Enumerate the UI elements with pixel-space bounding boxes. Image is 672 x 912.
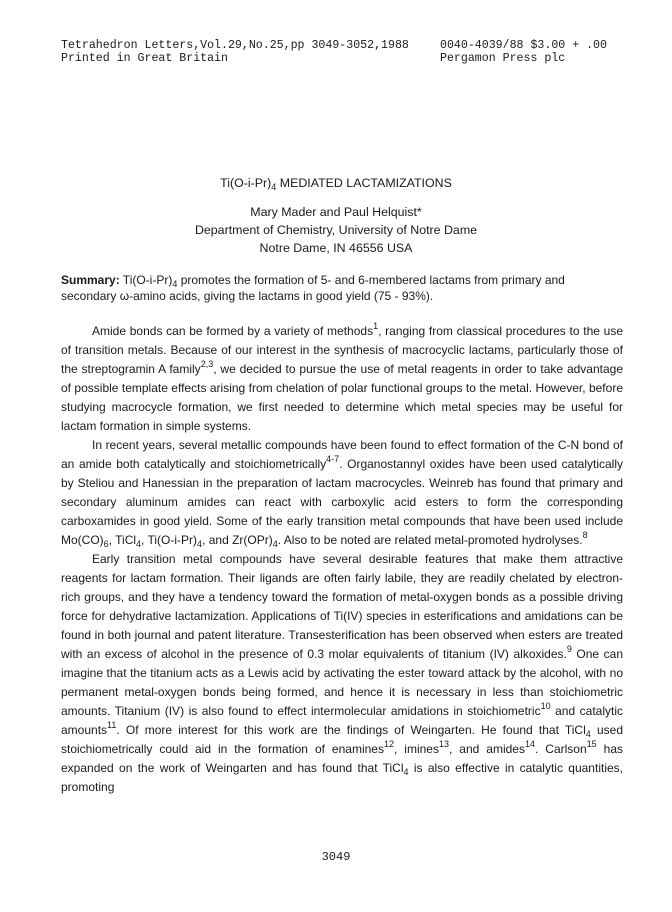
- journal-header-right: [440, 39, 607, 65]
- article-body: [61, 322, 623, 797]
- journal-header-left: [61, 39, 409, 65]
- printed-location: Printed in Great Britain: [61, 52, 228, 65]
- publisher: Pergamon Press plc: [440, 52, 566, 65]
- paragraph-2: In recent years, several metallic compounds have been found to effect formation of the C-N bond of an amide both catalytically and stoichiometrically$^{4-7}$. Organostannyl oxides have been used catalytically by Steliou and Hanessian in the preparation of lactam macrocycles. Weinreb has found that primary and secondary aluminum amides can react with carboxylic acid esters to form the corresponding carboxamides in good yield. Some of the early transition metal compounds that have been used include $Mo(CO)_6$, TiCl$_4$, $Ti(O-i-Pr)_4$, and $Zr(OPr)_4$. Also to be noted are related metal-promoted hydrolyses.$^8$: [61, 438, 623, 549]
- summary-label: Summary:: [61, 273, 120, 287]
- journal-citation: Tetrahedron Letters,Vol.29,No.25,pp 3049-3052,1988: [61, 39, 409, 52]
- paragraph-1: Amide bonds can be formed by a variety of methods$^1$, ranging from classical procedures to the use of transition metals. Because of our interest in the synthesis of macrocyclic lactams, particularly those of the streptogramin A family$^{2,3}$, we decided to pursue the use of metal reagents in order to take advantage of possible template effects arising from chelation of polar functional groups to the metal. However, before studying macrocycle formation, we first needed to determine which metal species may be useful for lactam formation in simple systems.: [61, 321, 624, 433]
- price-code: 0040-4039/88 $3.00 + .00: [440, 39, 607, 52]
- authors: Mary Mader and Paul Helquist*: [250, 205, 422, 219]
- page-number: 3049: [321, 850, 351, 864]
- summary: Summary: $Ti(O-i-Pr)_4$ promotes the formation of 5- and 6-membered lactams from primary and secondary ω-amino acids, giving the lactams in good yield (75 - 93%).: [61, 273, 565, 303]
- article-title: $Ti(O-i-Pr)_4$ MEDIATED LACTAMIZATIONS: [220, 176, 452, 192]
- address: Notre Dame, IN 46556 USA: [259, 241, 413, 255]
- paragraph-3: Early transition metal compounds have several desirable features that make them attractive reagents for lactam formation. Their ligands are often fairly labile, they are readily chelated by electron-rich groups, and they have a tendency toward the formation of metal-oxygen bonds as a possible driving force for dehydrative lactamization. Applications of Ti(IV) species in esterifications and amidations can be found in both journal and patent literature. Transesterification has been observed when esters are treated with an excess of alcohol in the presence of 0.3 molar equivalents of titanium (IV) alkoxides.$^9$ One can imagine that the titanium acts as a Lewis acid by activating the ester toward attack by the alcohol, with no permanent metal-oxygen bonds being formed, and hence it is necessary in less than stoichiometric amounts. Titanium (IV) is also found to effect intermolecular amidations in stoichiometric$^{10}$ and catalytic amounts$^{11}$. Of more interest for this work are the findings of Weingarten. He found that TiCl$_4$ used stoichiometrically could aid in the formation of enamines$^{12}$, imines$^{13}$, and amides$^{14}$. Carlson$^{15}$ has expanded on the work of Weingarten and has found that TiCl$_4$ is also effective in catalytic quantities, promoting: [61, 552, 624, 794]
- department: Department of Chemistry, University of Notre Dame: [194, 223, 478, 237]
